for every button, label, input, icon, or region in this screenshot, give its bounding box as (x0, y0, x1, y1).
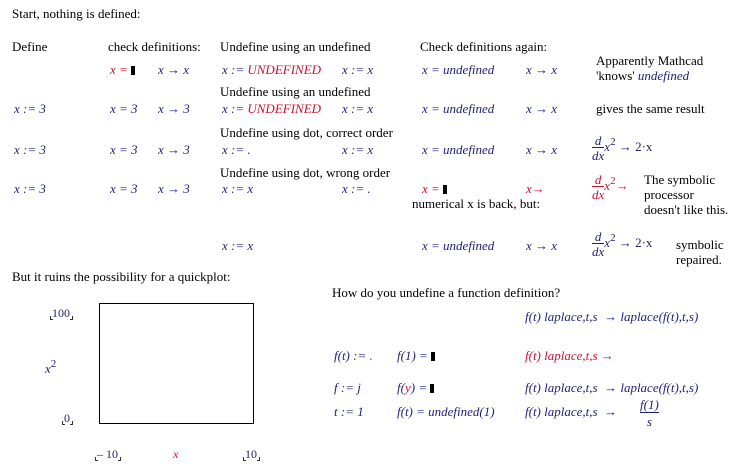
define-x-3[interactable]: x := 3 (14, 101, 46, 116)
eval-x-error-2[interactable]: x = (422, 181, 447, 196)
label-undefine-dot-correct: Undefine using dot, correct order (220, 125, 393, 140)
eval-x-3-b[interactable]: x = 3 (110, 142, 138, 157)
x-axis-min[interactable]: – 10 (97, 447, 118, 461)
symbolic-eval-x-3[interactable]: x → 3 (158, 101, 190, 116)
symbolic-eval-x-again[interactable]: x → x (526, 62, 558, 77)
undef-assign-self-4[interactable]: x := x (222, 181, 254, 196)
note-symbolic-processor: The symbolic processor doesn't like this. (644, 172, 729, 217)
cursor-placeholder-icon (431, 352, 435, 361)
laplace-expression-2[interactable]: f(t) laplace,t,s → laplace(f(t),t,s) (525, 380, 699, 395)
eval-x-3-c[interactable]: x = 3 (110, 181, 138, 196)
col-header-check-again: Check definitions again: (420, 39, 548, 54)
y-axis-min[interactable]: 0 (64, 411, 70, 425)
note-apparently: Apparently Mathcad (596, 53, 704, 68)
label-undefine-undefined: Undefine using an undefined (220, 84, 371, 99)
cursor-placeholder-icon (131, 66, 135, 75)
note-same-result: gives the same result (596, 101, 705, 116)
x-axis-label[interactable]: x (173, 447, 179, 461)
note-symbolic-repaired: symbolic repaired. (676, 237, 724, 267)
derivative-expression-error[interactable]: $\frac{d}{dx}$ $x^2\to$ (592, 172, 629, 202)
cursor-placeholder-icon (430, 384, 434, 393)
undef-assign-dot[interactable]: x := . (222, 142, 251, 157)
col-header-define: Define (12, 39, 48, 54)
function-eval-undefined[interactable]: f(t) = undefined(1) (397, 404, 495, 419)
function-question: How do you undefine a function definition? (332, 285, 561, 300)
undef-assign-dot-2[interactable]: x := . (342, 181, 371, 196)
symbolic-eval-x-3-c[interactable]: x → 3 (158, 181, 190, 196)
undef-assign-self-3[interactable]: x := x (342, 142, 374, 157)
eval-x-undefined[interactable]: x = undefined (422, 62, 495, 77)
eval-x-undefined-2[interactable]: x = undefined (422, 101, 495, 116)
x-axis-max[interactable]: 10 (245, 447, 257, 461)
quickplot-caption: But it ruins the possibility for a quickplot: (12, 269, 231, 284)
define-x-3-c[interactable]: x := 3 (14, 181, 46, 196)
quickplot-area[interactable] (99, 303, 254, 424)
label-undefine-dot-wrong: Undefine using dot, wrong order (220, 165, 391, 180)
function-eval-y[interactable]: f(y) = (397, 380, 434, 395)
cursor-placeholder-icon (443, 185, 447, 194)
intro-text: Start, nothing is defined: (12, 6, 141, 21)
undef-assign-undefined-2[interactable]: x := UNDEFINED (222, 101, 322, 116)
define-x-3-b[interactable]: x := 3 (14, 142, 46, 157)
y-axis-label[interactable]: $x^2$ (45, 358, 57, 376)
symbolic-eval-x[interactable]: x → x (158, 62, 190, 77)
eval-x-undefined-3[interactable]: x = undefined (422, 142, 495, 157)
col-header-undefine: Undefine using an undefined (220, 39, 371, 54)
define-t-1[interactable]: t := 1 (334, 404, 364, 419)
derivative-expression-repaired[interactable]: $\frac{d}{dx}$ $x^2 \to 2\cdot x$ (592, 229, 653, 259)
symbolic-eval-x-again-2[interactable]: x → x (526, 101, 558, 116)
undef-assign-undefined[interactable]: x := UNDEFINED (222, 62, 322, 77)
laplace-expression-1[interactable]: f(t) laplace,t,s → laplace(f(t),t,s) (525, 309, 699, 324)
undef-assign-self-2[interactable]: x := x (342, 101, 374, 116)
y-axis-max[interactable]: 100 (52, 306, 70, 320)
symbolic-eval-x-again-3[interactable]: x → x (526, 142, 558, 157)
laplace-expression-error[interactable]: f(t) laplace,t,s → (525, 348, 614, 363)
function-define-dot[interactable]: f(t) := . (334, 348, 373, 363)
eval-x-3[interactable]: x = 3 (110, 101, 138, 116)
note-numerical-back: numerical x is back, but: (412, 196, 541, 211)
symbolic-eval-x-again-4[interactable]: x → x (526, 238, 558, 253)
undef-assign-self[interactable]: x := x (342, 62, 374, 77)
symbolic-eval-x-error[interactable]: x→ (526, 181, 545, 196)
col-header-check: check definitions: (108, 39, 201, 54)
symbolic-eval-x-3-b[interactable]: x → 3 (158, 142, 190, 157)
note-knows: 'knows' undefined (596, 68, 690, 83)
laplace-expression-3[interactable]: f(t) laplace,t,s → (525, 404, 618, 419)
function-define-j[interactable]: f := j (334, 380, 361, 395)
eval-x-undefined-4[interactable]: x = undefined (422, 238, 495, 253)
eval-region-x-error[interactable]: x = (110, 62, 135, 77)
laplace-result-fraction[interactable]: $\frac{f(1)}{s}$ (640, 397, 659, 429)
derivative-expression[interactable]: $\frac{d}{dx}$ $x^2 \to 2\cdot x$ (592, 133, 653, 163)
undef-assign-self-5[interactable]: x := x (222, 238, 254, 253)
function-eval-error[interactable]: f(1) = (397, 348, 435, 363)
